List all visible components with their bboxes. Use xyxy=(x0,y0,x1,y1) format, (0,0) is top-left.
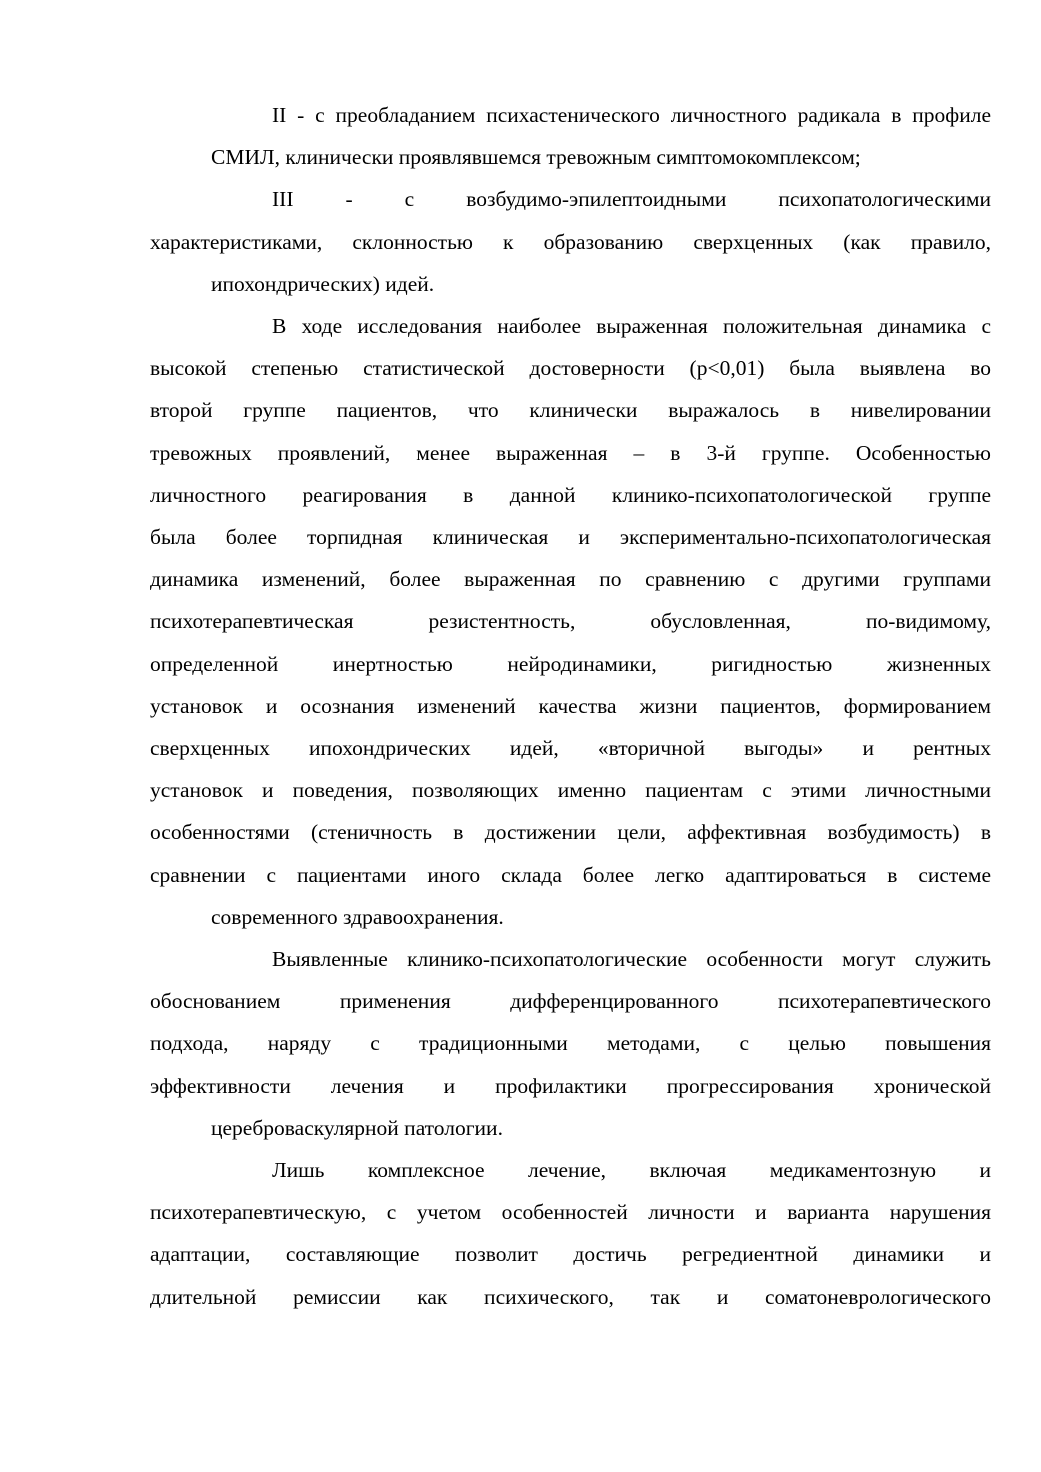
text-line: была более торпидная клиническая и экспериментально-психопатологическая xyxy=(150,525,991,550)
paragraph-treatment xyxy=(150,1149,991,1318)
paragraph-conclusions xyxy=(150,938,991,1149)
paragraph-group-2 xyxy=(150,94,991,178)
paragraph-group-3 xyxy=(150,178,991,305)
text-line: особенностями (стеничность в достижении цели, аффективная возбудимость) в xyxy=(150,820,991,845)
text-line: высокой степенью статистической достоверности (p<0,01) была выявлена во xyxy=(150,356,991,381)
text-line: подхода, наряду с традиционными методами, с целью повышения xyxy=(150,1031,991,1056)
text-line: установок и осознания изменений качества жизни пациентов, формированием xyxy=(150,693,991,718)
text-line: динамика изменений, более выраженная по сравнению с другими группами xyxy=(150,567,991,592)
paragraph-study-results xyxy=(150,305,991,938)
text-line: установок и поведения, позволяющих именно пациентам с этими личностными xyxy=(150,778,991,803)
document-page xyxy=(150,94,991,1318)
text-line: СМИЛ, клинически проявлявшемся тревожным симптомокомплексом; xyxy=(211,145,861,170)
text-line: сверхценных ипохондрических идей, «вторичной выгоды» и рентных xyxy=(150,736,991,761)
text-line: ипохондрических) идей. xyxy=(211,271,435,296)
text-line: обоснованием применения дифференцированного психотерапевтического xyxy=(150,989,991,1014)
text-line: длительной ремиссии как психического, так и соматоневрологического xyxy=(150,1284,991,1309)
text-line: Лишь комплексное лечение, включая медикаментозную и xyxy=(272,1158,991,1183)
text-line: определенной инертностью нейродинамики, ригидностью жизненных xyxy=(150,651,991,676)
text-line: психотерапевтическую, с учетом особенностей личности и варианта нарушения xyxy=(150,1200,991,1225)
text-line: Выявленные клинико-психопатологические особенности могут служить xyxy=(272,947,991,972)
text-line: второй группе пациентов, что клинически выражалось в нивелировании xyxy=(150,398,991,423)
text-line: эффективности лечения и профилактики прогрессирования хронической xyxy=(150,1073,991,1098)
text-line: личностного реагирования в данной клинико-психопатологической группе xyxy=(150,482,991,507)
text-line: психотерапевтическая резистентность, обусловленная, по-видимому, xyxy=(150,609,991,634)
text-line: адаптации, составляющие позволит достичь регредиентной динамики и xyxy=(150,1242,991,1267)
text-line: цереброваскулярной патологии. xyxy=(211,1115,503,1140)
text-line: II - с преобладанием психастенического личностного радикала в профиле xyxy=(272,103,991,127)
text-line: тревожных проявлений, менее выраженная – в 3-й группе. Особенностью xyxy=(150,440,991,465)
text-line: современного здравоохранения. xyxy=(211,904,504,929)
text-line: характеристиками, склонностью к образованию сверхценных (как правило, xyxy=(150,229,991,254)
text-line: III - с возбудимо-эпилептоидными психопатологическими xyxy=(272,187,991,212)
text-line: В ходе исследования наиболее выраженная положительная динамика с xyxy=(272,314,991,339)
text-line: сравнении с пациентами иного склада более легко адаптироваться в системе xyxy=(150,862,991,887)
